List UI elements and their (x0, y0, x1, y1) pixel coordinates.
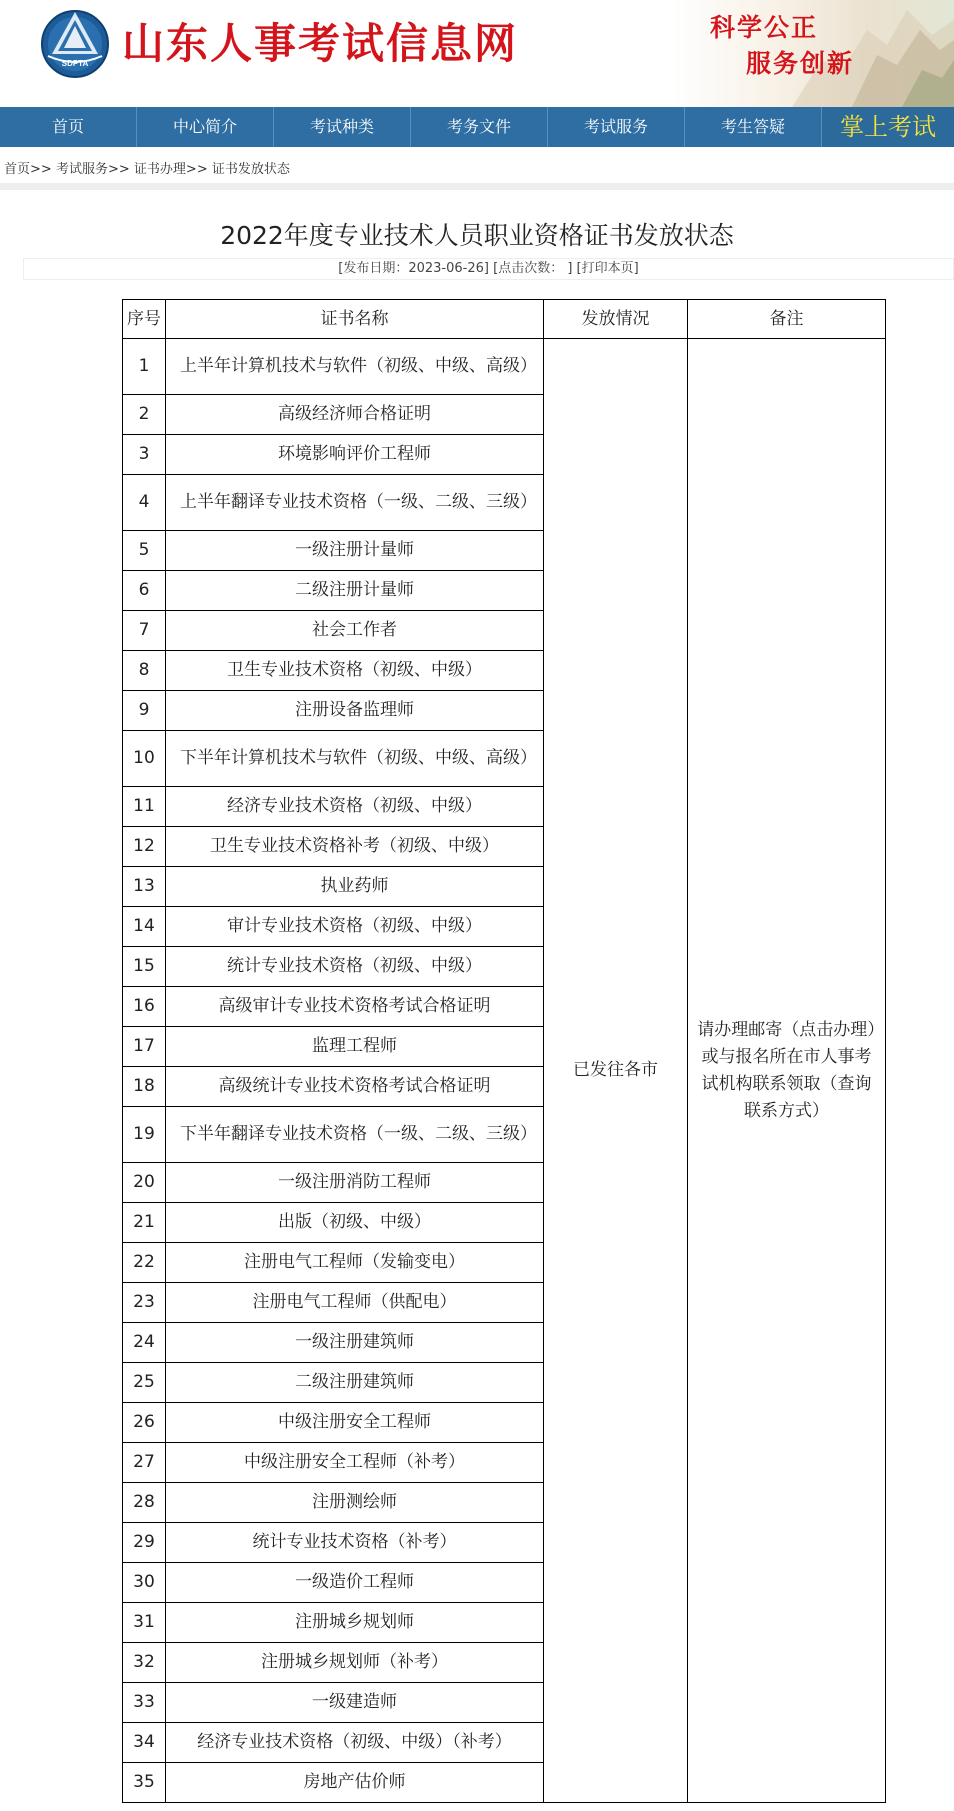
certificate-name: 统计专业技术资格（初级、中级） (166, 947, 544, 987)
row-number: 23 (123, 1283, 166, 1323)
certificate-name: 注册测绘师 (166, 1483, 544, 1523)
article-meta (23, 258, 954, 280)
main-nav (0, 107, 954, 147)
table-header-row (123, 300, 886, 339)
certificate-name: 统计专业技术资格（补考） (166, 1523, 544, 1563)
header-status: 发放情况 (544, 300, 688, 339)
certificate-name: 经济专业技术资格（初级、中级） (166, 787, 544, 827)
breadcrumb-certificate-status[interactable]: 证书发放状态 (211, 162, 290, 177)
row-number: 9 (123, 691, 166, 731)
certificate-name: 注册电气工程师（供配电） (166, 1283, 544, 1323)
header-number: 序号 (123, 300, 166, 339)
certificate-name: 一级造价工程师 (166, 1563, 544, 1603)
certificate-name: 监理工程师 (166, 1027, 544, 1067)
row-number: 25 (123, 1363, 166, 1403)
slogan-banner (672, 0, 954, 107)
row-number: 35 (123, 1763, 166, 1803)
certificate-name: 中级注册安全工程师 (166, 1403, 544, 1443)
certificate-name: 一级注册消防工程师 (166, 1163, 544, 1203)
header-remark: 备注 (688, 300, 886, 339)
publish-date: [发布日期：2023-06-26] (338, 261, 489, 276)
row-number: 20 (123, 1163, 166, 1203)
nav-item-exam-documents[interactable]: 考务文件 (411, 107, 548, 147)
certificate-name: 审计专业技术资格（初级、中级） (166, 907, 544, 947)
certificate-name: 下半年计算机技术与软件（初级、中级、高级） (166, 731, 544, 787)
row-number: 16 (123, 987, 166, 1027)
row-number: 7 (123, 611, 166, 651)
row-number: 21 (123, 1203, 166, 1243)
row-number: 14 (123, 907, 166, 947)
page-title: 2022年度专业技术人员职业资格证书发放状态 (220, 221, 734, 250)
nav-item-exam-types[interactable]: 考试种类 (274, 107, 411, 147)
nav-item-exam-services[interactable]: 考试服务 (548, 107, 685, 147)
row-number: 2 (123, 395, 166, 435)
row-number: 15 (123, 947, 166, 987)
row-number: 32 (123, 1643, 166, 1683)
slogan-line-1: 科学公正 (710, 13, 819, 42)
certificate-status-table (122, 299, 886, 1803)
row-number: 19 (123, 1107, 166, 1163)
site-header (0, 0, 954, 107)
certificate-name: 一级注册建筑师 (166, 1323, 544, 1363)
nav-item-faq[interactable]: 考生答疑 (685, 107, 822, 147)
certificate-name: 卫生专业技术资格（初级、中级） (166, 651, 544, 691)
table-body (123, 339, 886, 1803)
certificate-name: 注册电气工程师（发输变电） (166, 1243, 544, 1283)
certificate-name: 二级注册建筑师 (166, 1363, 544, 1403)
certificate-name: 上半年计算机技术与软件（初级、中级、高级） (166, 339, 544, 395)
breadcrumb-home[interactable]: 首页 (4, 162, 31, 177)
row-number: 28 (123, 1483, 166, 1523)
row-number: 12 (123, 827, 166, 867)
row-number: 27 (123, 1443, 166, 1483)
certificate-name: 注册城乡规划师 (166, 1603, 544, 1643)
breadcrumb-certificate-handling[interactable]: 证书办理 (133, 162, 186, 177)
remark-cell[interactable]: 请办理邮寄（点击办理）或与报名所在市人事考试机构联系领取（查询联系方式） (688, 339, 886, 1803)
row-number: 10 (123, 731, 166, 787)
breadcrumb-exam-services[interactable]: 考试服务 (55, 162, 108, 177)
certificate-name: 出版（初级、中级） (166, 1203, 544, 1243)
certificate-name: 上半年翻译专业技术资格（一级、二级、三级） (166, 475, 544, 531)
row-number: 11 (123, 787, 166, 827)
logo-emblem-icon (40, 6, 110, 80)
row-number: 22 (123, 1243, 166, 1283)
row-number: 24 (123, 1323, 166, 1363)
header-certificate-name: 证书名称 (166, 300, 544, 339)
certificate-name: 中级注册安全工程师（补考） (166, 1443, 544, 1483)
row-number: 29 (123, 1523, 166, 1563)
certificate-name: 注册城乡规划师（补考） (166, 1643, 544, 1683)
breadcrumb-separator: >> (30, 162, 52, 177)
certificate-name: 注册设备监理师 (166, 691, 544, 731)
certificate-name: 社会工作者 (166, 611, 544, 651)
nav-item-home[interactable]: 首页 (0, 107, 137, 147)
slogan-line-2: 服务创新 (746, 49, 855, 78)
certificate-name: 下半年翻译专业技术资格（一级、二级、三级） (166, 1107, 544, 1163)
certificate-name: 卫生专业技术资格补考（初级、中级） (166, 827, 544, 867)
status-cell: 已发往各市 (544, 339, 688, 1803)
row-number: 26 (123, 1403, 166, 1443)
certificate-name: 高级统计专业技术资格考试合格证明 (166, 1067, 544, 1107)
row-number: 31 (123, 1603, 166, 1643)
row-number: 34 (123, 1723, 166, 1763)
certificate-name: 高级审计专业技术资格考试合格证明 (166, 987, 544, 1027)
certificate-name: 环境影响评价工程师 (166, 435, 544, 475)
row-number: 13 (123, 867, 166, 907)
table-row (123, 339, 886, 395)
row-number: 4 (123, 475, 166, 531)
certificate-name: 执业药师 (166, 867, 544, 907)
row-number: 18 (123, 1067, 166, 1107)
certificate-name: 二级注册计量师 (166, 571, 544, 611)
certificate-name: 高级经济师合格证明 (166, 395, 544, 435)
row-number: 8 (123, 651, 166, 691)
site-title[interactable]: 山东人事考试信息网 (122, 19, 519, 68)
row-number: 1 (123, 339, 166, 395)
logo-text: SDPTA (61, 59, 89, 68)
breadcrumb-separator: >> (185, 162, 208, 177)
print-page-link[interactable]: [打印本页] (576, 261, 639, 276)
row-number: 17 (123, 1027, 166, 1067)
row-number: 30 (123, 1563, 166, 1603)
certificate-name: 经济专业技术资格（初级、中级）（补考） (166, 1723, 544, 1763)
breadcrumb-divider (0, 183, 954, 190)
row-number: 33 (123, 1683, 166, 1723)
site-logo[interactable] (40, 6, 110, 80)
certificate-name: 房地产估价师 (166, 1763, 544, 1803)
click-count: [点击次数： ] (493, 261, 573, 276)
nav-item-mobile-exam[interactable]: 掌上考试 (822, 107, 954, 147)
row-number: 6 (123, 571, 166, 611)
certificate-name: 一级注册计量师 (166, 531, 544, 571)
breadcrumb (4, 158, 290, 177)
row-number: 3 (123, 435, 166, 475)
row-number: 5 (123, 531, 166, 571)
breadcrumb-separator: >> (107, 162, 130, 177)
certificate-name: 一级建造师 (166, 1683, 544, 1723)
nav-item-about[interactable]: 中心简介 (137, 107, 274, 147)
